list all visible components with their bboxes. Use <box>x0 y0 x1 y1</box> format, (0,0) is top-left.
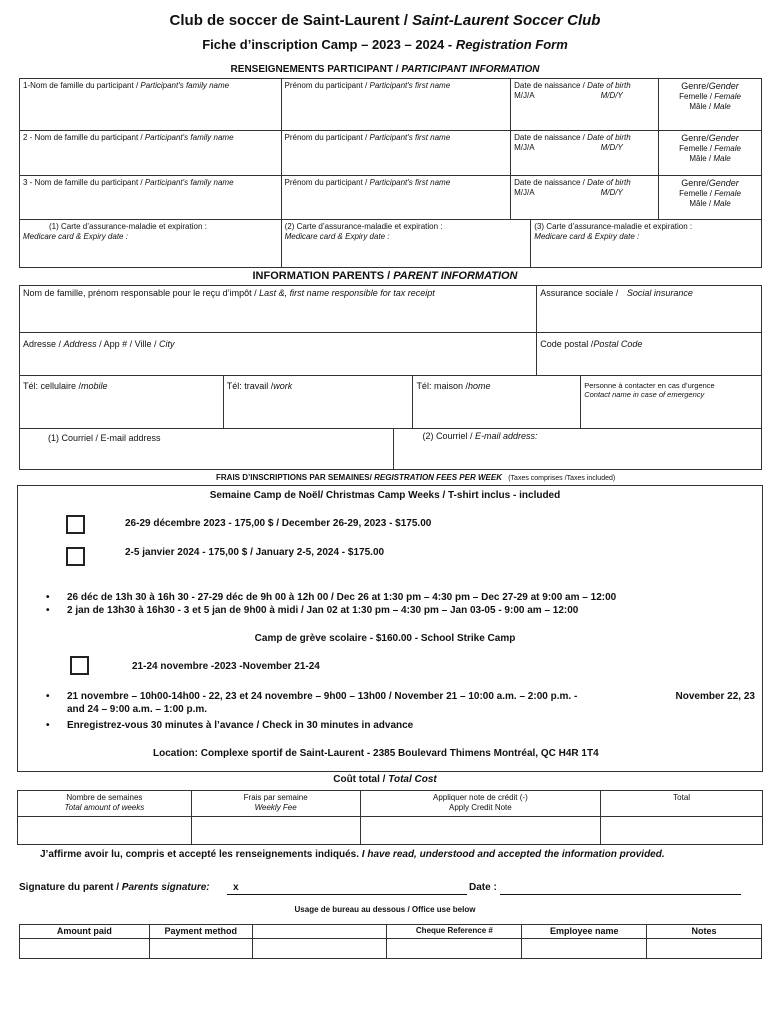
notes-input[interactable] <box>647 939 762 959</box>
date-label: Date : <box>469 882 497 893</box>
strike-camp-label: 21-24 novembre -2023 -November 21-24 <box>132 661 320 672</box>
weekly-fee-header: Frais par semaine Weekly Fee <box>191 791 360 817</box>
participant-row[interactable] <box>20 176 762 220</box>
signature-label: Signature du parent / Parents signature: <box>19 882 210 893</box>
participant-section-heading: RENSEIGNEMENTS PARTICIPANT / PARTICIPANT INFORMATION <box>230 64 540 75</box>
location-text: Location: Complexe sportif de Saint-Laurent - 2385 Boulevard Thimens Montréal, QC H4R 1T4 <box>153 748 599 759</box>
participant-row[interactable] <box>20 131 762 176</box>
weeks-count-input[interactable] <box>18 817 192 845</box>
work-phone-field[interactable]: Tél: travail /work <box>223 376 413 429</box>
amount-paid-header: Amount paid <box>20 925 150 939</box>
emergency-contact-field[interactable]: Personne à contacter en cas d’urgence Contact name in case of emergency <box>581 376 762 429</box>
office-use-table <box>19 924 762 959</box>
form-subtitle: Fiche d’inscription Camp – 2023 – 2024 - Registration Form <box>202 37 568 52</box>
check-in-bullet: • Enregistrez-vous 30 minutes à l’avance / Check in 30 minutes in advance <box>46 720 414 731</box>
employee-name-header: Employee name <box>522 925 647 939</box>
participant-gender-field[interactable]: Genre/Gender Femelle / Female Mâle / Male <box>659 176 762 220</box>
medicare-card-3-field[interactable]: (3) Carte d’assurance-maladie et expiration : Medicare card & Expiry date : <box>531 220 762 268</box>
signature-line[interactable]: x <box>227 882 467 895</box>
weeks-count-header: Nombre de semaines Total amount of weeks <box>18 791 192 817</box>
participant-first-name-field[interactable]: Prénom du participant / Participant's first name <box>281 131 511 176</box>
total-header: Total <box>601 791 763 817</box>
blank-header <box>252 925 387 939</box>
participant-family-name-field[interactable]: 1-Nom de famille du participant / Participant's family name <box>20 79 282 131</box>
medicare-table <box>19 219 762 268</box>
payment-method-input[interactable] <box>149 939 252 959</box>
participant-dob-field[interactable]: Date de naissance / Date of birth M/J/A M/D/Y <box>511 176 659 220</box>
participant-row[interactable] <box>20 79 762 131</box>
total-input[interactable] <box>601 817 763 845</box>
participant-gender-field[interactable]: Genre/Gender Femelle / Female Mâle / Male <box>659 79 762 131</box>
email-2-field[interactable]: (2) Courriel / E-mail address: <box>394 429 762 470</box>
notes-header: Notes <box>647 925 762 939</box>
christmas-schedule-bullet-1: • 26 déc de 13h 30 à 16h 30 - 27-29 déc de 9h 00 à 12h 00 / Dec 26 at 1:30 pm – 4:30 pm – Dec 27-29 at 9:00 am – 12:00 <box>46 592 617 603</box>
postal-code-field[interactable]: Code postal /Postal Code <box>537 333 762 376</box>
date-line[interactable] <box>500 882 741 895</box>
total-cost-heading: Coût total / Total Cost <box>333 774 437 785</box>
affirmation-text: J’affirme avoir lu, compris et accepté les renseignements indiqués. I have read, understood and accepted the information provided. <box>40 849 665 860</box>
mobile-phone-field[interactable]: Tél: cellulaire /mobile <box>20 376 224 429</box>
medicare-card-2-field[interactable]: (2) Carte d’assurance-maladie et expiration : Medicare card & Expiry date : <box>281 220 531 268</box>
christmas-week-1-label: 26-29 décembre 2023 - 175,00 $ / December 26-29, 2023 - $175.00 <box>125 518 432 529</box>
participant-table <box>19 78 762 220</box>
email-1-field[interactable]: (1) Courriel / E-mail address <box>20 429 394 470</box>
parent-table-email <box>19 428 762 470</box>
social-insurance-field[interactable]: Assurance sociale / Social insurance <box>537 286 762 333</box>
credit-note-input[interactable] <box>360 817 601 845</box>
strike-schedule-bullet: • 21 novembre – 10h00-14h00 - 22, 23 et 24 novembre – 9h00 – 13h00 / November 21 – 10:00 a.m. – 2:00 p.m. - November 22, 23 and 24 – 9:00 a.m. – 1:00 p.m. <box>46 691 755 715</box>
credit-note-header: Appliquer note de crédit (-) Apply Credit Note <box>360 791 601 817</box>
cheque-reference-header: Cheque Reference # <box>387 925 522 939</box>
address-field[interactable]: Adresse / Address / App # / Ville / City <box>20 333 537 376</box>
parent-section-heading: INFORMATION PARENTS / PARENT INFORMATION <box>252 270 518 282</box>
christmas-week-1-checkbox[interactable] <box>66 515 85 534</box>
participant-dob-field[interactable]: Date de naissance / Date of birth M/J/A M/D/Y <box>511 79 659 131</box>
christmas-week-2-checkbox[interactable] <box>66 547 85 566</box>
employee-name-input[interactable] <box>522 939 647 959</box>
office-use-heading: Usage de bureau au dessous / Office use below <box>294 905 476 914</box>
participant-dob-field[interactable]: Date de naissance / Date of birth M/J/A M/D/Y <box>511 131 659 176</box>
fees-section-heading: FRAIS D’INSCRIPTIONS PAR SEMAINES/ REGISTRATION FEES PER WEEK (Taxes comprises /Taxes included) <box>216 473 616 482</box>
christmas-week-2-label: 2-5 janvier 2024 - 175,00 $ / January 2-5, 2024 - $175.00 <box>125 547 385 558</box>
christmas-camp-heading: Semaine Camp de Noël/ Christmas Camp Weeks / T-shirt inclus - included <box>209 490 561 501</box>
christmas-schedule-bullet-2: • 2 jan de 13h30 à 16h30 - 3 et 5 jan de 9h00 à midi / Jan 02 at 1:30 pm – 4:30 pm – Jan 03-05 - 9:00 am – 12:00 <box>46 605 579 616</box>
total-cost-table <box>17 790 763 845</box>
participant-family-name-field[interactable]: 3 - Nom de famille du participant / Participant's family name <box>20 176 282 220</box>
payment-method-header: Payment method <box>149 925 252 939</box>
tax-receipt-name-field[interactable]: Nom de famille, prénom responsable pour le reçu d’impôt / Last &, first name responsible for tax receipt <box>20 286 537 333</box>
parent-table-phones <box>19 375 762 429</box>
form-title: Club de soccer de Saint-Laurent / Saint-Laurent Soccer Club <box>169 12 601 29</box>
strike-camp-heading: Camp de grève scolaire - $160.00 - School Strike Camp <box>254 633 516 644</box>
participant-first-name-field[interactable]: Prénom du participant / Participant's first name <box>281 176 511 220</box>
amount-paid-input[interactable] <box>20 939 150 959</box>
participant-gender-field[interactable]: Genre/Gender Femelle / Female Mâle / Male <box>659 131 762 176</box>
strike-camp-checkbox[interactable] <box>70 656 89 675</box>
participant-first-name-field[interactable]: Prénom du participant / Participant's first name <box>281 79 511 131</box>
medicare-card-1-field[interactable]: (1) Carte d’assurance-maladie et expiration : Medicare card & Expiry date : <box>20 220 282 268</box>
home-phone-field[interactable]: Tél: maison /home <box>413 376 581 429</box>
parent-table-top <box>19 285 762 376</box>
blank-input[interactable] <box>252 939 387 959</box>
cheque-reference-input[interactable] <box>387 939 522 959</box>
participant-family-name-field[interactable]: 2 - Nom de famille du participant / Participant's family name <box>20 131 282 176</box>
weekly-fee-input[interactable] <box>191 817 360 845</box>
